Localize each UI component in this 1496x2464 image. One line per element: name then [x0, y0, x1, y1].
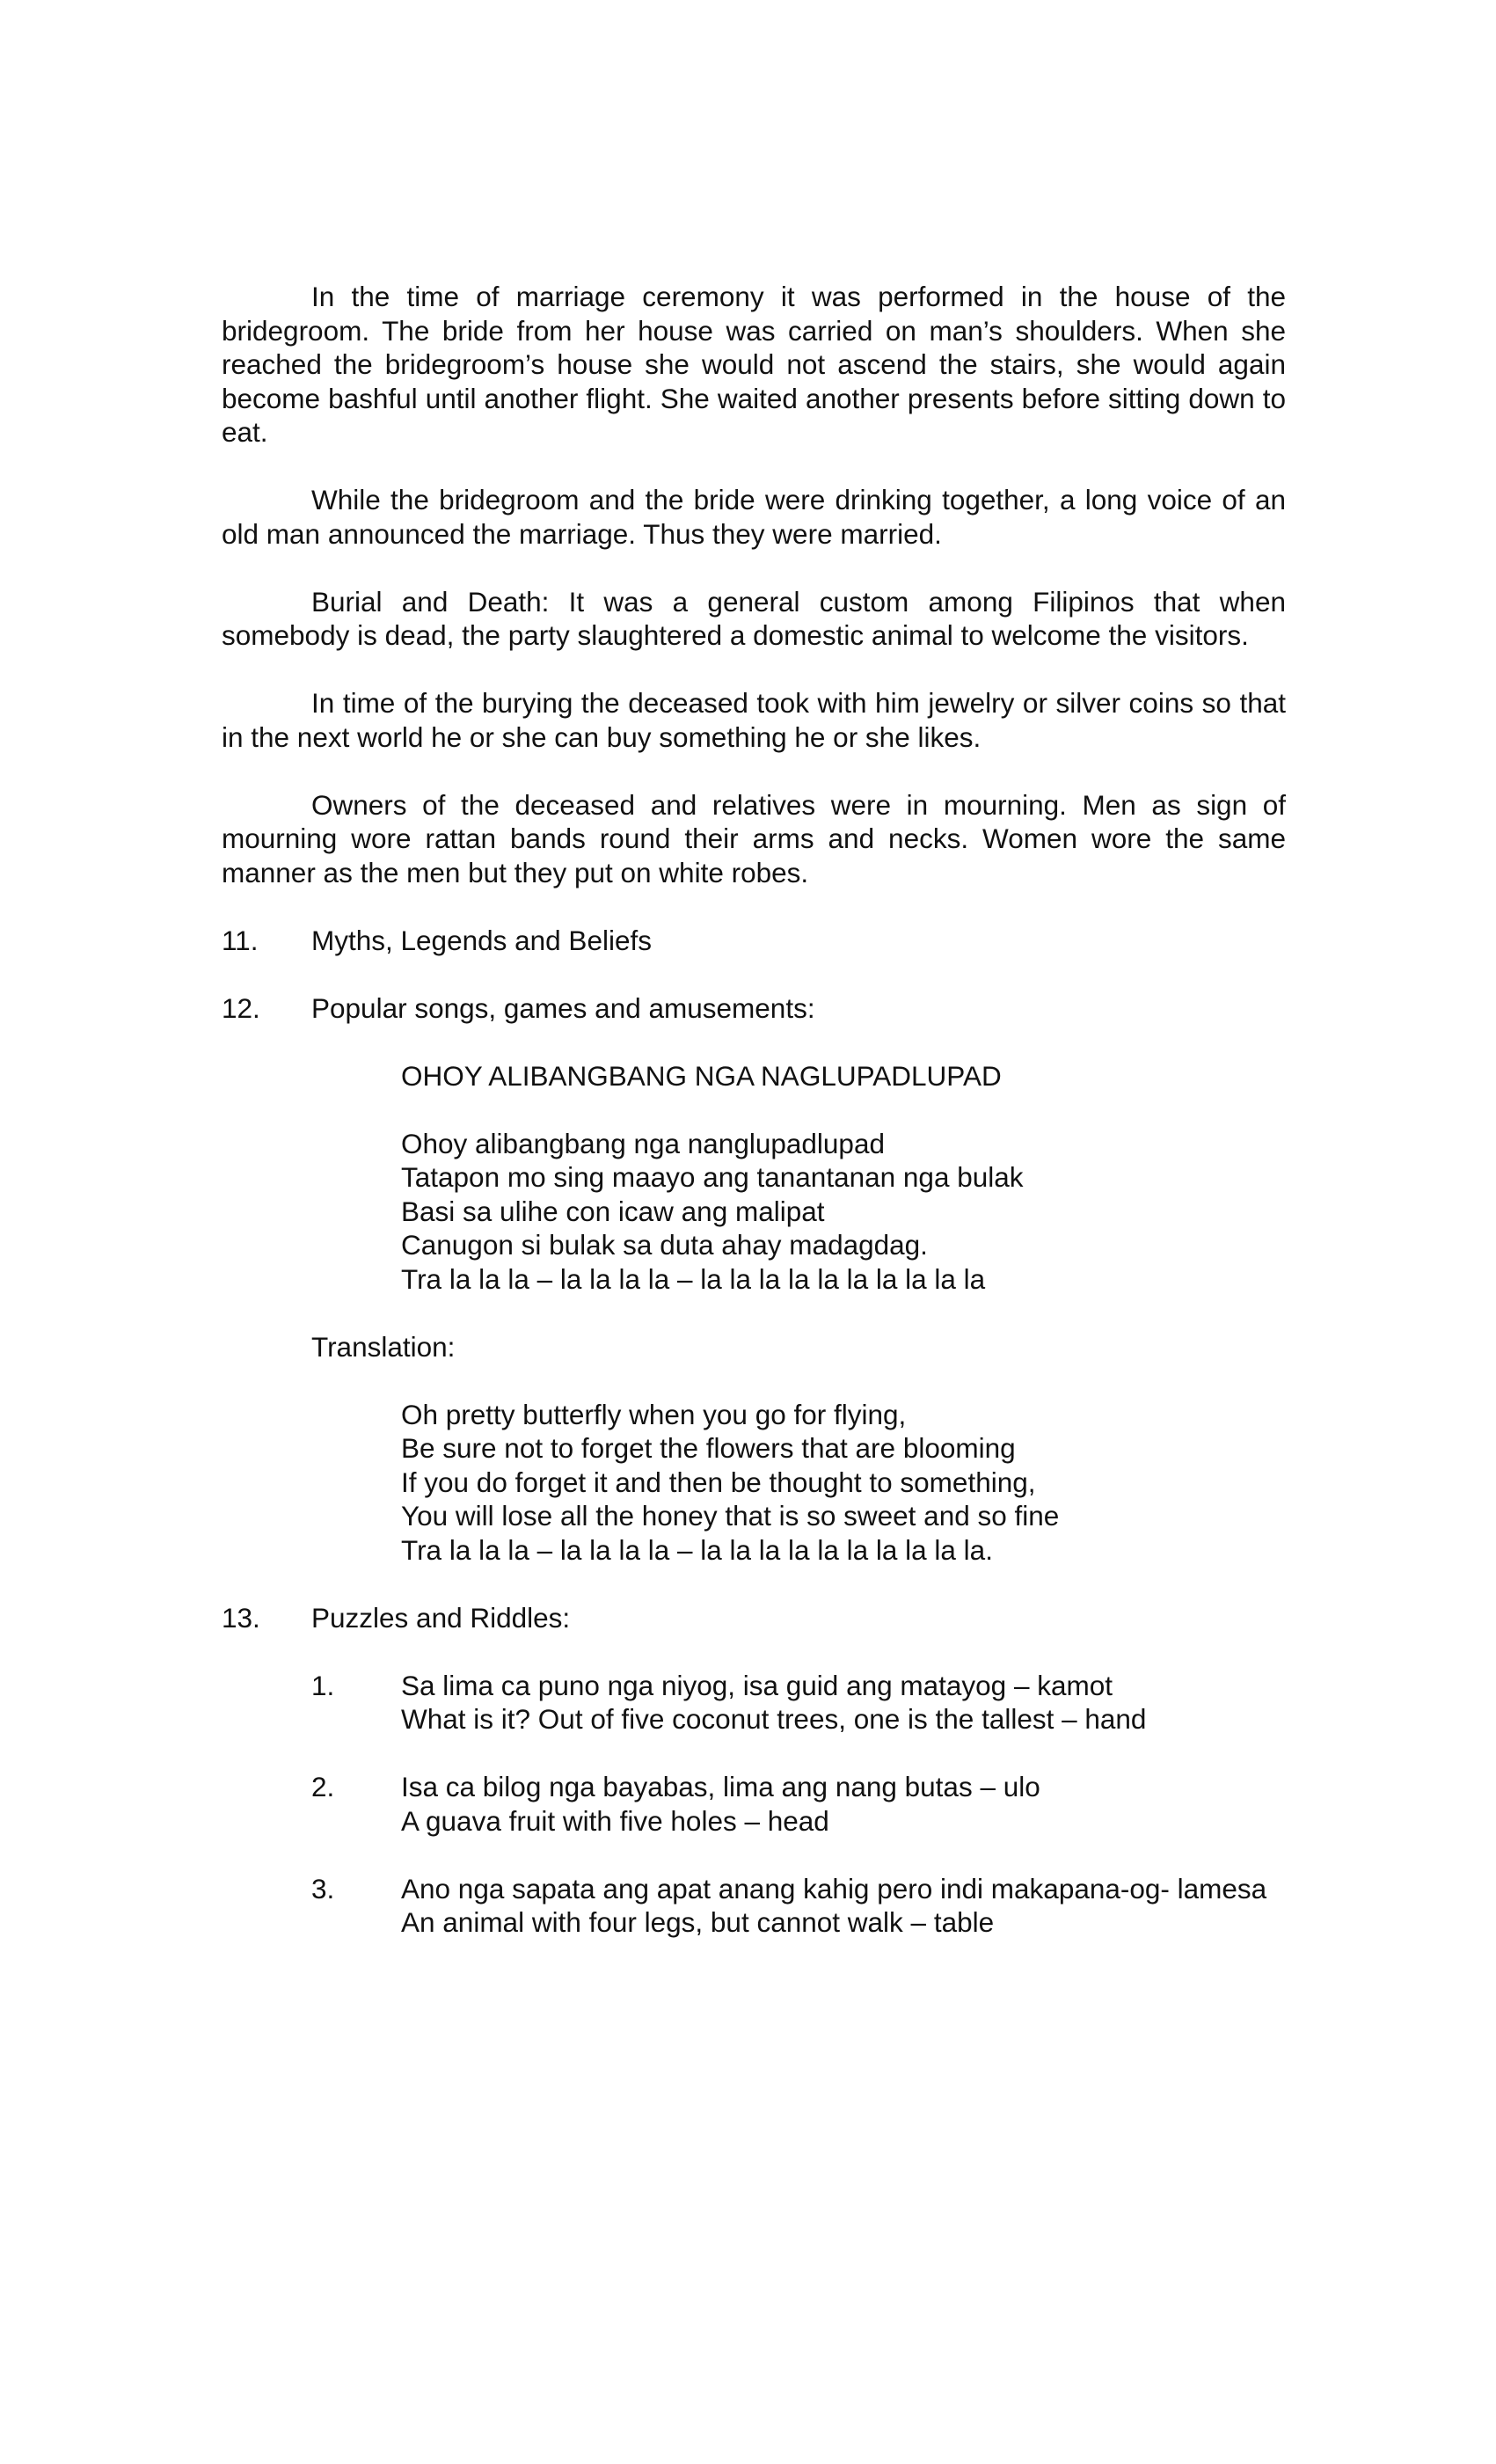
riddle-number: 2.: [311, 1771, 335, 1802]
riddle-translation: An animal with four legs, but cannot walk – table: [401, 1906, 995, 1938]
translation-line: You will lose all the honey that is so sweet and so fine: [401, 1500, 1060, 1532]
translation-line: If you do forget it and then be thought to something,: [401, 1466, 1036, 1498]
translation-line: Be sure not to forget the flowers that are blooming: [401, 1432, 1016, 1464]
song-line: Basi sa ulihe con icaw ang malipat: [401, 1195, 825, 1227]
riddle-item: [222, 1770, 1286, 1838]
section-12: [222, 991, 1286, 1026]
riddle-text: Ano nga sapata ang apat anang kahig pero indi makapana-og- lamesa: [401, 1872, 1267, 1905]
riddle-text: Isa ca bilog nga bayabas, lima ang nang butas – ulo: [401, 1771, 1040, 1802]
riddle-translation: What is it? Out of five coconut trees, one is the tallest – hand: [401, 1703, 1147, 1735]
section-number: 11.: [222, 924, 259, 956]
section-number: 12.: [222, 991, 260, 1024]
section-title: Myths, Legends and Beliefs: [311, 924, 652, 956]
translation-label: Translation:: [311, 1330, 456, 1363]
song-translation: [401, 1398, 1286, 1568]
riddle-text: Sa lima ca puno nga niyog, isa guid ang matayog – kamot: [401, 1669, 1113, 1701]
song-line: Tatapon mo sing maayo ang tanantanan nga bulak: [401, 1161, 1024, 1193]
paragraph-drinking-together: While the bridegroom and the bride were drinking together, a long voice of an old man announced the marriage. Thus they were married.: [222, 484, 1286, 550]
section-title: Popular songs, games and amusements:: [311, 991, 815, 1024]
riddle-translation: A guava fruit with five holes – head: [401, 1804, 829, 1837]
song-lyrics: [401, 1127, 1286, 1297]
translation-line: Tra la la la – la la la la – la la la la la la la la la la.: [401, 1533, 993, 1566]
section-title: Puzzles and Riddles:: [311, 1601, 571, 1634]
translation-line: Oh pretty butterfly when you go for flying,: [401, 1398, 907, 1430]
riddle-item: [222, 1669, 1286, 1736]
section-11: [222, 924, 1286, 958]
riddle-item: [222, 1872, 1286, 1940]
section-number: 13.: [222, 1601, 260, 1634]
paragraph-marriage-ceremony: In the time of marriage ceremony it was performed in the house of the bridegroom. The bride from her house was carried on man’s shoulders. When she reached the bridegroom’s house she would not ascend the stairs, she would again become bashful until another flight. She waited another presents before sitting down to eat.: [222, 281, 1286, 448]
riddle-number: 1.: [311, 1669, 335, 1701]
song-line: Tra la la la – la la la la – la la la la la la la la la la: [401, 1262, 986, 1295]
paragraph-mourning: Owners of the deceased and relatives were in mourning. Men as sign of mourning wore rattan bands round their arms and necks. Women wore the same manner as the men but they put on white robes.: [222, 788, 1286, 888]
song-line: Ohoy alibangbang nga nanglupadlupad: [401, 1127, 885, 1159]
riddle-number: 3.: [311, 1872, 335, 1905]
paragraph-burying-deceased: In time of the burying the deceased took with him jewelry or silver coins so that in the next world he or she can buy something he or she likes.: [222, 687, 1286, 753]
page-content: [222, 280, 1286, 1973]
paragraph-burial-and-death: Burial and Death: It was a general custom among Filipinos that when somebody is dead, the party slaughtered a domestic animal to welcome the visitors.: [222, 585, 1286, 651]
section-13: [222, 1601, 1286, 1635]
song-line: Canugon si bulak sa duta ahay madagdag.: [401, 1229, 928, 1261]
song-title: OHOY ALIBANGBANG NGA NAGLUPADLUPAD: [401, 1059, 1002, 1092]
